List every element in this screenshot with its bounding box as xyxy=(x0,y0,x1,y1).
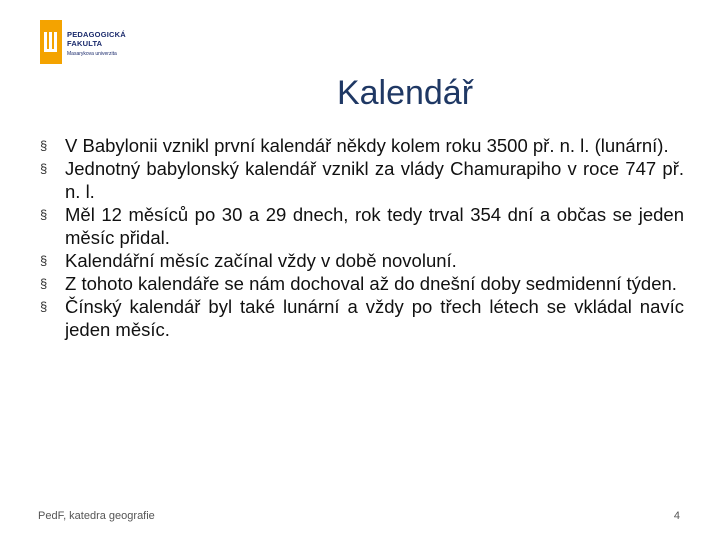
university-logo-icon xyxy=(40,20,62,64)
logo-text-line2: FAKULTA xyxy=(67,39,103,48)
page-number: 4 xyxy=(673,510,680,522)
faculty-logo xyxy=(40,20,150,70)
list-item xyxy=(38,249,684,272)
list-item xyxy=(38,272,684,295)
square-bullet-icon: § xyxy=(40,161,48,176)
square-bullet-icon: § xyxy=(40,276,48,291)
square-bullet-icon: § xyxy=(40,299,48,314)
list-item-text: V Babylonii vznikl první kalendář někdy kolem roku 3500 př. n. l. (lunární). xyxy=(65,135,669,156)
bullet-list xyxy=(38,134,684,341)
list-item-text: Měl 12 měsíců po 30 a 29 dnech, rok tedy trval 354 dní a občas se jeden měsíc přidal. xyxy=(65,204,684,248)
list-item-text: Z tohoto kalendáře se nám dochoval až do dnešní doby sedmidenní týden. xyxy=(65,273,677,294)
square-bullet-icon: § xyxy=(40,207,48,222)
list-item-text: Jednotný babylonský kalendář vznikl za vlády Chamurapiho v roce 747 př. n. l. xyxy=(65,158,684,202)
list-item xyxy=(38,295,684,341)
square-bullet-icon: § xyxy=(40,138,48,153)
list-item xyxy=(38,157,684,203)
square-bullet-icon: § xyxy=(40,253,48,268)
list-item-text: Čínský kalendář byl také lunární a vždy po třech létech se vkládal navíc jeden měsíc. xyxy=(65,296,684,340)
list-item xyxy=(38,134,684,157)
list-item xyxy=(38,203,684,249)
list-item-text: Kalendářní měsíc začínal vždy v době novoluní. xyxy=(65,250,457,271)
footer-text: PedF, katedra geografie xyxy=(38,510,155,522)
slide-title: Kalendář xyxy=(336,74,474,112)
logo-text-line3: Masarykova univerzita xyxy=(67,51,117,57)
logo-text-line1: PEDAGOGICKÁ xyxy=(67,30,126,39)
